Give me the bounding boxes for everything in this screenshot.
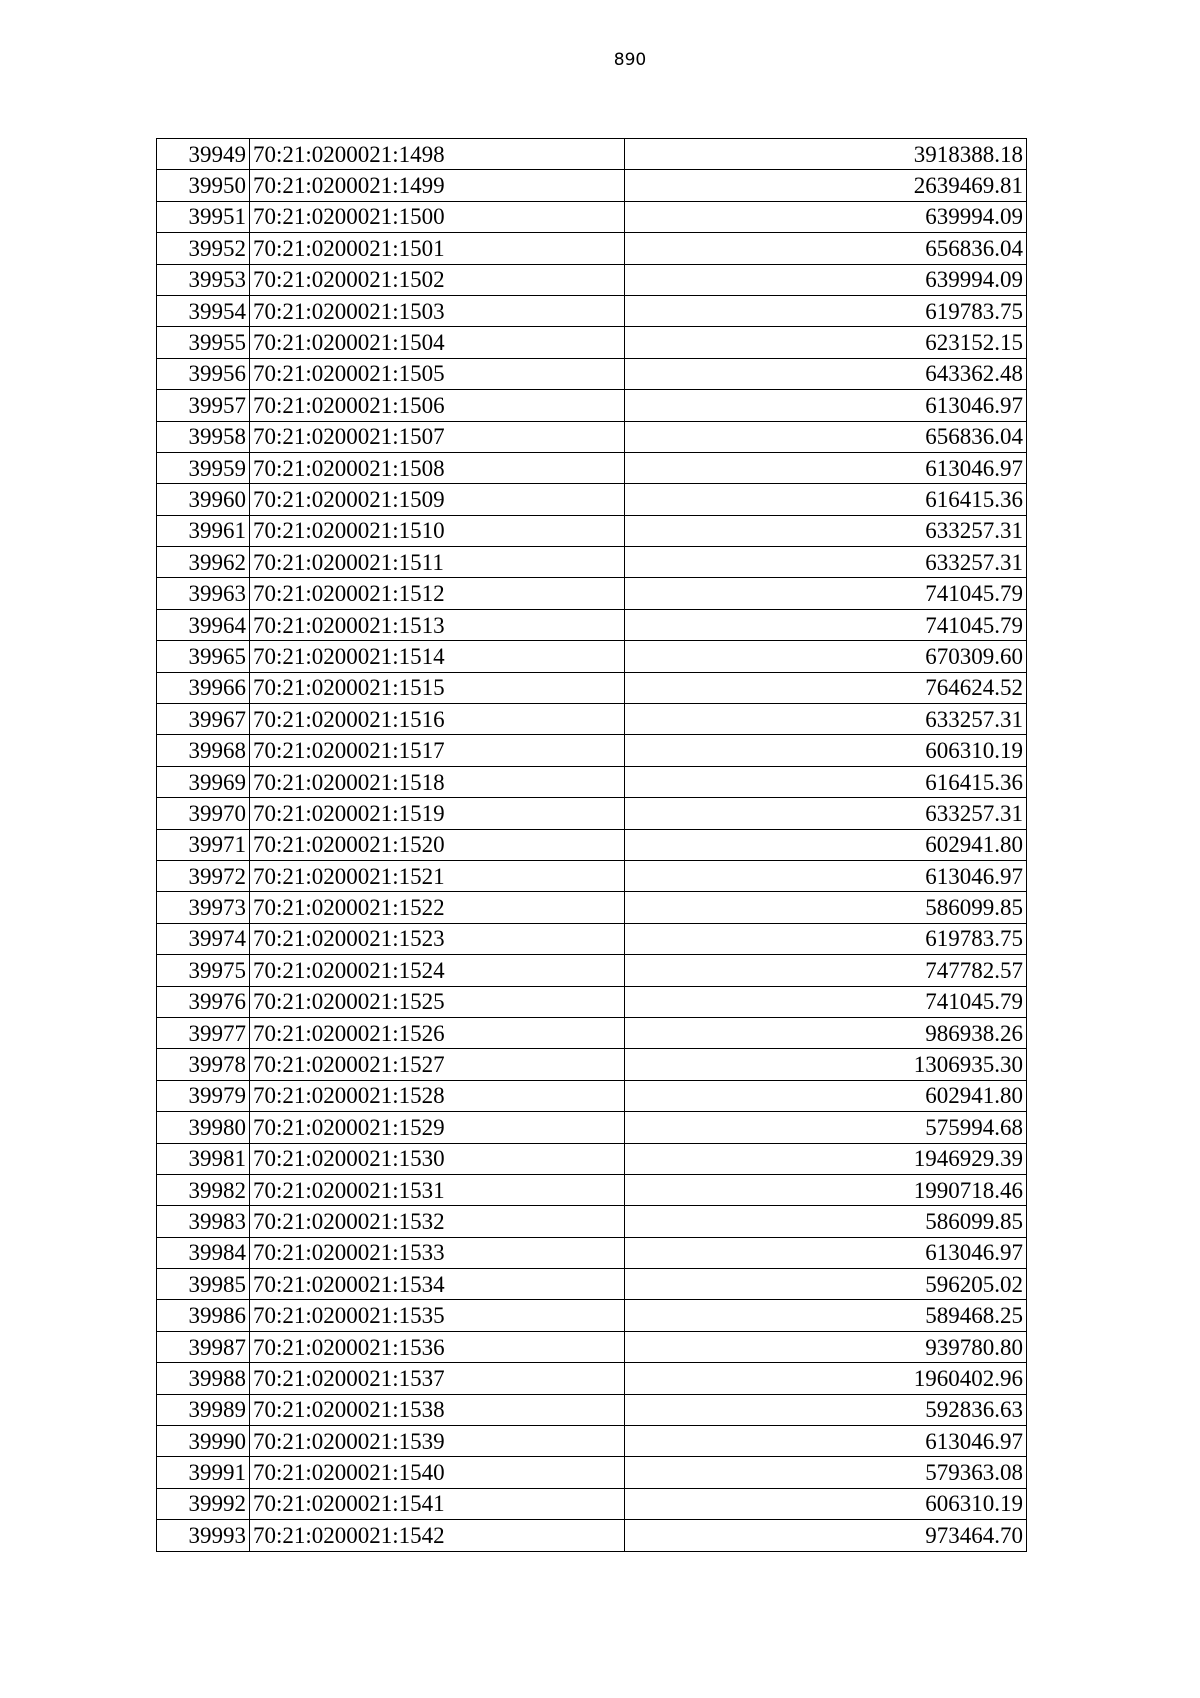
cadastral-number-cell: 70:21:0200021:1539: [250, 1426, 625, 1457]
table-row: [157, 201, 1027, 232]
table-row: [157, 1112, 1027, 1143]
cadastral-value-cell: 764624.52: [625, 672, 1027, 703]
row-number-cell: 39982: [157, 1174, 250, 1205]
table-row: [157, 1206, 1027, 1237]
cadastral-value-cell: 613046.97: [625, 1237, 1027, 1268]
row-number-cell: 39985: [157, 1269, 250, 1300]
table-row: [157, 421, 1027, 452]
cadastral-value-cell: 3918388.18: [625, 139, 1027, 170]
table-body: [157, 139, 1027, 1552]
cadastral-number-cell: 70:21:0200021:1504: [250, 327, 625, 358]
row-number-cell: 39967: [157, 704, 250, 735]
row-number-cell: 39954: [157, 295, 250, 326]
cadastral-value-cell: 606310.19: [625, 1488, 1027, 1519]
cadastral-value-cell: 1960402.96: [625, 1363, 1027, 1394]
row-number-cell: 39961: [157, 515, 250, 546]
row-number-cell: 39971: [157, 829, 250, 860]
cadastral-value-cell: 643362.48: [625, 358, 1027, 389]
cadastral-number-cell: 70:21:0200021:1502: [250, 264, 625, 295]
cadastral-value-cell: 639994.09: [625, 264, 1027, 295]
cadastral-value-cell: 613046.97: [625, 860, 1027, 891]
row-number-cell: 39977: [157, 1017, 250, 1048]
cadastral-value-cell: 602941.80: [625, 1080, 1027, 1111]
table-row: [157, 1363, 1027, 1394]
cadastral-number-cell: 70:21:0200021:1520: [250, 829, 625, 860]
table-row: [157, 170, 1027, 201]
cadastral-number-cell: 70:21:0200021:1524: [250, 955, 625, 986]
row-number-cell: 39986: [157, 1300, 250, 1331]
row-number-cell: 39987: [157, 1331, 250, 1362]
cadastral-number-cell: 70:21:0200021:1516: [250, 704, 625, 735]
row-number-cell: 39960: [157, 484, 250, 515]
row-number-cell: 39962: [157, 547, 250, 578]
cadastral-number-cell: 70:21:0200021:1530: [250, 1143, 625, 1174]
cadastral-number-cell: 70:21:0200021:1518: [250, 766, 625, 797]
cadastral-value-cell: 633257.31: [625, 704, 1027, 735]
row-number-cell: 39949: [157, 139, 250, 170]
cadastral-number-cell: 70:21:0200021:1519: [250, 798, 625, 829]
cadastral-value-cell: 939780.80: [625, 1331, 1027, 1362]
cadastral-number-cell: 70:21:0200021:1513: [250, 609, 625, 640]
row-number-cell: 39988: [157, 1363, 250, 1394]
cadastral-value-cell: 741045.79: [625, 986, 1027, 1017]
table-row: [157, 390, 1027, 421]
row-number-cell: 39989: [157, 1394, 250, 1425]
cadastral-value-cell: 613046.97: [625, 452, 1027, 483]
cadastral-number-cell: 70:21:0200021:1499: [250, 170, 625, 201]
cadastral-number-cell: 70:21:0200021:1515: [250, 672, 625, 703]
cadastral-value-cell: 616415.36: [625, 484, 1027, 515]
table-row: [157, 1174, 1027, 1205]
cadastral-value-cell: 579363.08: [625, 1457, 1027, 1488]
cadastral-number-cell: 70:21:0200021:1534: [250, 1269, 625, 1300]
cadastral-number-cell: 70:21:0200021:1521: [250, 860, 625, 891]
table-row: [157, 704, 1027, 735]
row-number-cell: 39990: [157, 1426, 250, 1457]
cadastral-number-cell: 70:21:0200021:1538: [250, 1394, 625, 1425]
table-row: [157, 860, 1027, 891]
cadastral-number-cell: 70:21:0200021:1526: [250, 1017, 625, 1048]
cadastral-value-cell: 1306935.30: [625, 1049, 1027, 1080]
row-number-cell: 39963: [157, 578, 250, 609]
cadastral-number-cell: 70:21:0200021:1506: [250, 390, 625, 421]
cadastral-number-cell: 70:21:0200021:1503: [250, 295, 625, 326]
table-row: [157, 735, 1027, 766]
cadastral-value-cell: 586099.85: [625, 892, 1027, 923]
table-row: [157, 1269, 1027, 1300]
cadastral-value-cell: 633257.31: [625, 547, 1027, 578]
table-row: [157, 1300, 1027, 1331]
row-number-cell: 39974: [157, 923, 250, 954]
cadastral-number-cell: 70:21:0200021:1511: [250, 547, 625, 578]
table-row: [157, 1049, 1027, 1080]
row-number-cell: 39984: [157, 1237, 250, 1268]
row-number-cell: 39976: [157, 986, 250, 1017]
cadastral-value-table: [156, 138, 1027, 1552]
cadastral-number-cell: 70:21:0200021:1505: [250, 358, 625, 389]
row-number-cell: 39957: [157, 390, 250, 421]
table-row: [157, 1394, 1027, 1425]
row-number-cell: 39952: [157, 233, 250, 264]
row-number-cell: 39973: [157, 892, 250, 923]
row-number-cell: 39955: [157, 327, 250, 358]
cadastral-value-cell: 602941.80: [625, 829, 1027, 860]
cadastral-value-cell: 613046.97: [625, 1426, 1027, 1457]
table-row: [157, 986, 1027, 1017]
row-number-cell: 39975: [157, 955, 250, 986]
cadastral-value-cell: 656836.04: [625, 233, 1027, 264]
cadastral-value-cell: 613046.97: [625, 390, 1027, 421]
table-row: [157, 892, 1027, 923]
row-number-cell: 39958: [157, 421, 250, 452]
cadastral-value-cell: 633257.31: [625, 515, 1027, 546]
cadastral-value-cell: 747782.57: [625, 955, 1027, 986]
table-row: [157, 295, 1027, 326]
row-number-cell: 39966: [157, 672, 250, 703]
row-number-cell: 39968: [157, 735, 250, 766]
row-number-cell: 39970: [157, 798, 250, 829]
row-number-cell: 39950: [157, 170, 250, 201]
table-row: [157, 798, 1027, 829]
page-number: 890: [613, 50, 647, 70]
cadastral-number-cell: 70:21:0200021:1509: [250, 484, 625, 515]
table-row: [157, 515, 1027, 546]
table-row: [157, 578, 1027, 609]
cadastral-number-cell: 70:21:0200021:1537: [250, 1363, 625, 1394]
row-number-cell: 39993: [157, 1520, 250, 1551]
cadastral-number-cell: 70:21:0200021:1508: [250, 452, 625, 483]
cadastral-value-cell: 592836.63: [625, 1394, 1027, 1425]
table-row: [157, 609, 1027, 640]
cadastral-value-cell: 575994.68: [625, 1112, 1027, 1143]
row-number-cell: 39964: [157, 609, 250, 640]
cadastral-number-cell: 70:21:0200021:1510: [250, 515, 625, 546]
cadastral-number-cell: 70:21:0200021:1517: [250, 735, 625, 766]
cadastral-value-cell: 973464.70: [625, 1520, 1027, 1551]
row-number-cell: 39981: [157, 1143, 250, 1174]
cadastral-number-cell: 70:21:0200021:1525: [250, 986, 625, 1017]
cadastral-number-cell: 70:21:0200021:1498: [250, 139, 625, 170]
row-number-cell: 39978: [157, 1049, 250, 1080]
table-row: [157, 1331, 1027, 1362]
cadastral-value-cell: 639994.09: [625, 201, 1027, 232]
cadastral-number-cell: 70:21:0200021:1522: [250, 892, 625, 923]
cadastral-number-cell: 70:21:0200021:1540: [250, 1457, 625, 1488]
cadastral-value-cell: 606310.19: [625, 735, 1027, 766]
cadastral-number-cell: 70:21:0200021:1533: [250, 1237, 625, 1268]
row-number-cell: 39991: [157, 1457, 250, 1488]
cadastral-value-cell: 586099.85: [625, 1206, 1027, 1237]
cadastral-number-cell: 70:21:0200021:1507: [250, 421, 625, 452]
cadastral-number-cell: 70:21:0200021:1535: [250, 1300, 625, 1331]
table-row: [157, 1017, 1027, 1048]
row-number-cell: 39983: [157, 1206, 250, 1237]
cadastral-number-cell: 70:21:0200021:1512: [250, 578, 625, 609]
cadastral-number-cell: 70:21:0200021:1529: [250, 1112, 625, 1143]
table-row: [157, 923, 1027, 954]
cadastral-number-cell: 70:21:0200021:1528: [250, 1080, 625, 1111]
cadastral-number-cell: 70:21:0200021:1542: [250, 1520, 625, 1551]
cadastral-number-cell: 70:21:0200021:1532: [250, 1206, 625, 1237]
cadastral-value-cell: 616415.36: [625, 766, 1027, 797]
row-number-cell: 39979: [157, 1080, 250, 1111]
cadastral-number-cell: 70:21:0200021:1514: [250, 641, 625, 672]
table-row: [157, 1520, 1027, 1551]
table-row: [157, 955, 1027, 986]
table-row: [157, 358, 1027, 389]
table-row: [157, 327, 1027, 358]
table-row: [157, 452, 1027, 483]
cadastral-number-cell: 70:21:0200021:1527: [250, 1049, 625, 1080]
table-row: [157, 484, 1027, 515]
cadastral-value-cell: 1990718.46: [625, 1174, 1027, 1205]
cadastral-number-cell: 70:21:0200021:1500: [250, 201, 625, 232]
cadastral-value-cell: 986938.26: [625, 1017, 1027, 1048]
row-number-cell: 39951: [157, 201, 250, 232]
cadastral-value-cell: 1946929.39: [625, 1143, 1027, 1174]
cadastral-value-cell: 619783.75: [625, 923, 1027, 954]
cadastral-number-cell: 70:21:0200021:1523: [250, 923, 625, 954]
table-row: [157, 1080, 1027, 1111]
table-row: [157, 766, 1027, 797]
cadastral-value-cell: 670309.60: [625, 641, 1027, 672]
row-number-cell: 39980: [157, 1112, 250, 1143]
table-row: [157, 672, 1027, 703]
table-row: [157, 1488, 1027, 1519]
table-row: [157, 1143, 1027, 1174]
cadastral-value-cell: 589468.25: [625, 1300, 1027, 1331]
table-row: [157, 1237, 1027, 1268]
row-number-cell: 39972: [157, 860, 250, 891]
table-row: [157, 641, 1027, 672]
row-number-cell: 39969: [157, 766, 250, 797]
cadastral-value-cell: 619783.75: [625, 295, 1027, 326]
row-number-cell: 39992: [157, 1488, 250, 1519]
cadastral-value-cell: 741045.79: [625, 609, 1027, 640]
cadastral-number-cell: 70:21:0200021:1541: [250, 1488, 625, 1519]
table-row: [157, 1426, 1027, 1457]
cadastral-value-cell: 633257.31: [625, 798, 1027, 829]
table-row: [157, 233, 1027, 264]
table-row: [157, 139, 1027, 170]
row-number-cell: 39965: [157, 641, 250, 672]
table-row: [157, 829, 1027, 860]
cadastral-number-cell: 70:21:0200021:1536: [250, 1331, 625, 1362]
cadastral-value-cell: 623152.15: [625, 327, 1027, 358]
row-number-cell: 39959: [157, 452, 250, 483]
cadastral-value-cell: 596205.02: [625, 1269, 1027, 1300]
cadastral-value-cell: 2639469.81: [625, 170, 1027, 201]
table-row: [157, 264, 1027, 295]
cadastral-value-cell: 741045.79: [625, 578, 1027, 609]
table-row: [157, 547, 1027, 578]
row-number-cell: 39953: [157, 264, 250, 295]
row-number-cell: 39956: [157, 358, 250, 389]
cadastral-number-cell: 70:21:0200021:1531: [250, 1174, 625, 1205]
cadastral-number-cell: 70:21:0200021:1501: [250, 233, 625, 264]
table-row: [157, 1457, 1027, 1488]
cadastral-value-cell: 656836.04: [625, 421, 1027, 452]
